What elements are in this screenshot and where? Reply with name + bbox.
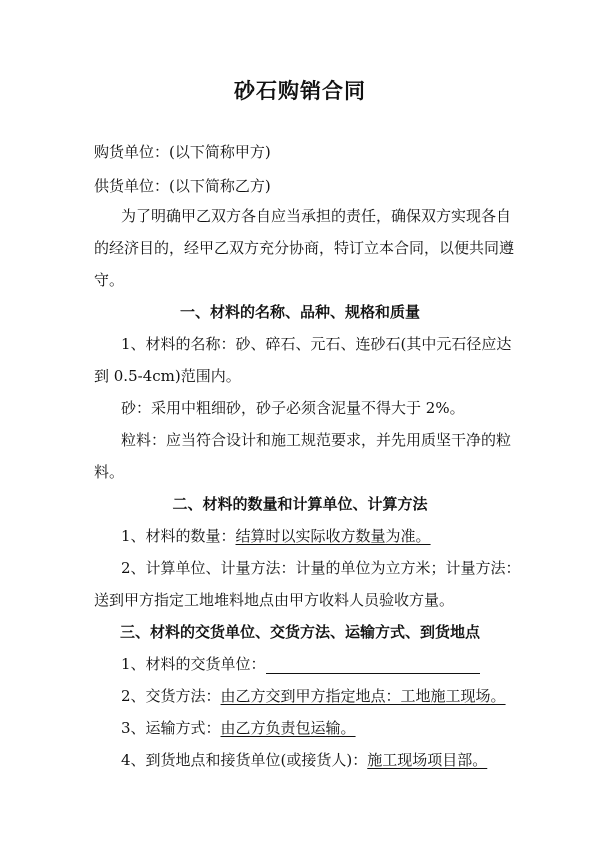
sand-spec-line: 砂：采用中粗细砂，砂子必须含泥量不得大于 2%。 xyxy=(121,399,465,417)
grain-spec-line-2: 料。 xyxy=(94,463,125,481)
section-1-item-1-line-1: 1、材料的名称：砂、碎石、元石、连砂石(其中元石径应达 xyxy=(121,335,512,353)
section-3-heading: 三、材料的交货单位、交货方法、运输方式、到货地点 xyxy=(119,623,480,641)
delivery-method-value: 由乙方交到甲方指定地点：工地施工现场。 xyxy=(220,687,506,705)
delivery-method-label: 2、交货方法： xyxy=(121,687,221,705)
delivery-unit-label: 1、材料的交货单位： xyxy=(121,655,266,673)
delivery-unit-line xyxy=(121,654,480,674)
grain-spec-line-1: 粒料：应当符合设计和施工规范要求，并先用质坚干净的粒 xyxy=(121,431,512,449)
buyer-line: 购货单位：(以下简称甲方) xyxy=(94,143,271,161)
section-1-item-1-line-2: 到 0.5-4cm)范围内。 xyxy=(94,367,241,385)
arrival-place-value: 施工现场项目部。 xyxy=(367,751,488,769)
quantity-label: 1、材料的数量： xyxy=(121,527,236,545)
quantity-line xyxy=(121,526,431,546)
calc-method-line-1: 2、计算单位、计量方法：计量的单位为立方米；计量方法： xyxy=(121,559,521,577)
transport-line xyxy=(121,718,356,738)
quantity-value: 结算时以实际收方数量为准。 xyxy=(235,527,431,545)
delivery-unit-blank xyxy=(266,657,480,674)
delivery-method-line xyxy=(121,686,506,706)
document-title: 砂石购销合同 xyxy=(234,78,366,103)
transport-value: 由乙方负责包运输。 xyxy=(220,719,356,737)
calc-method-line-2: 送到甲方指定工地堆料地点由甲方收料人员验收方量。 xyxy=(94,591,455,609)
preamble-line-3: 守。 xyxy=(94,271,125,289)
transport-label: 3、运输方式： xyxy=(121,719,221,737)
preamble-line-1: 为了明确甲乙双方各自应当承担的责任，确保双方实现各自 xyxy=(121,207,512,225)
arrival-place-line xyxy=(121,750,487,770)
section-2-heading: 二、材料的数量和计算单位、计算方法 xyxy=(172,495,428,513)
section-1-heading: 一、材料的名称、品种、规格和质量 xyxy=(179,303,420,321)
supplier-line: 供货单位：(以下简称乙方) xyxy=(94,177,271,195)
arrival-place-label: 4、到货地点和接货单位(或接货人)： xyxy=(121,751,368,769)
preamble-line-2: 的经济目的，经甲乙双方充分协商，特订立本合同，以便共同遵 xyxy=(94,239,515,257)
